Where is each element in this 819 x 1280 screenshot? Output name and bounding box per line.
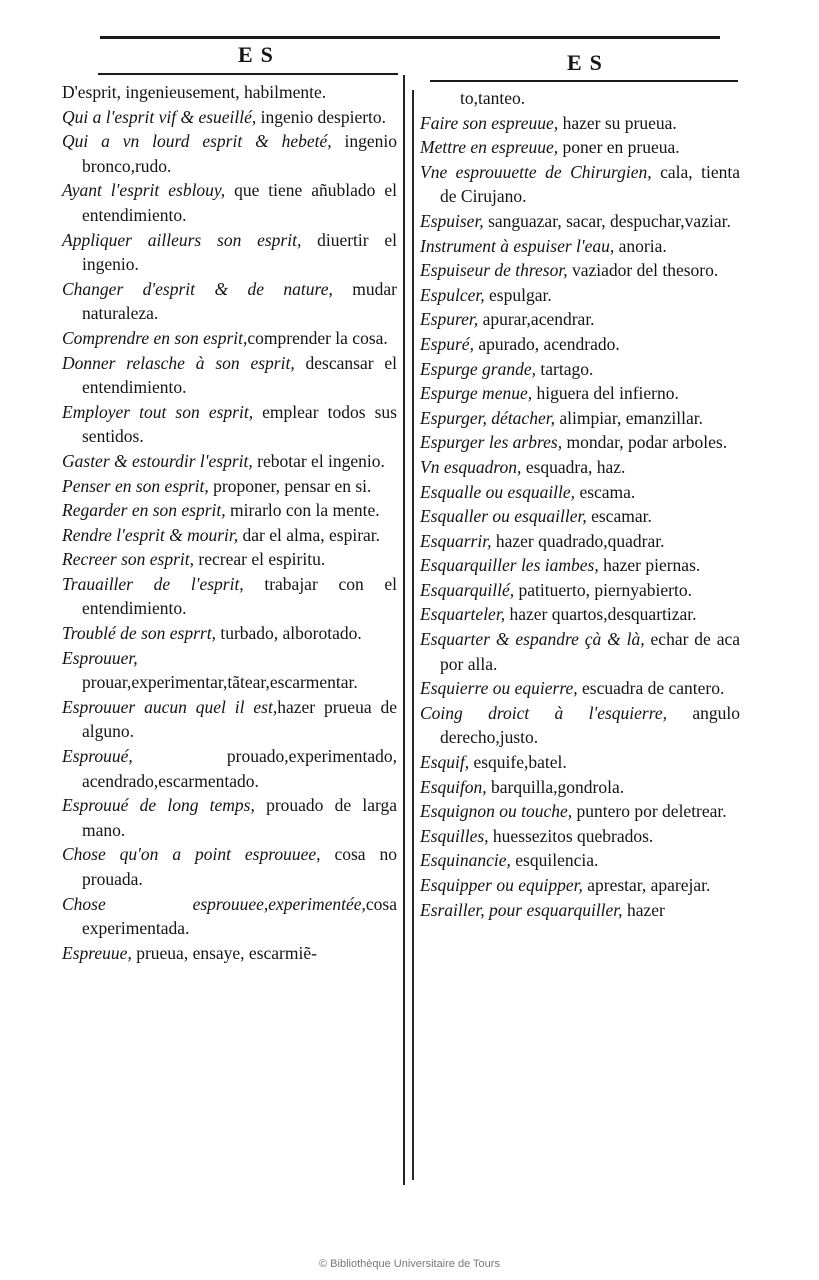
dictionary-entry bbox=[420, 480, 740, 505]
dictionary-entry bbox=[420, 676, 740, 701]
entry-headword: Mettre en espreuue, bbox=[420, 137, 559, 158]
entry-headword: Vne esprouuette de Chirurgien, bbox=[420, 161, 652, 182]
entry-headword: Esprouuer, bbox=[62, 647, 138, 668]
entry-definition: tartago. bbox=[536, 358, 594, 379]
dictionary-entry bbox=[62, 326, 397, 351]
entry-definition: echar de aca por alla. bbox=[440, 629, 741, 674]
entry-definition: hazer quartos,desquartizar. bbox=[505, 604, 697, 625]
entry-headword: Rendre l'esprit & mourir, bbox=[62, 524, 239, 545]
entry-definition: hazer prueua de alguno. bbox=[82, 696, 397, 742]
entry-headword: Esquif, bbox=[420, 752, 470, 773]
dictionary-entry bbox=[62, 228, 397, 277]
entry-definition: cosa experimentada. bbox=[82, 893, 397, 939]
entry-definition: descansar el entendimiento. bbox=[82, 352, 397, 398]
entry-headword: Esquarquillé, bbox=[420, 579, 515, 600]
dictionary-entry bbox=[420, 602, 740, 627]
entry-headword: Recreer son esprit, bbox=[62, 549, 195, 570]
entry-headword: Regarder en son esprit, bbox=[62, 500, 226, 521]
entry-definition: puntero por deletrear. bbox=[572, 801, 727, 822]
entry-headword: Esprouué de long temps, bbox=[62, 795, 255, 816]
entry-definition: escuadra de cantero. bbox=[577, 678, 725, 699]
entry-headword: Esqualler ou esquailler, bbox=[420, 506, 587, 527]
dictionary-entry bbox=[62, 695, 397, 744]
entry-headword: Gaster & estourdir l'esprit, bbox=[62, 450, 253, 471]
entry-definition: ingenio bronco,rudo. bbox=[82, 131, 397, 176]
header-rule-right bbox=[430, 80, 738, 82]
dictionary-entry bbox=[62, 621, 397, 646]
dictionary-entry bbox=[420, 86, 740, 111]
dictionary-entry bbox=[420, 111, 740, 136]
entry-definition: hazer bbox=[622, 899, 665, 920]
dictionary-entry bbox=[62, 400, 397, 449]
entry-definition: hazer piernas. bbox=[598, 555, 701, 576]
entry-headword: Esquarter & espandre çà & là, bbox=[420, 629, 645, 650]
entry-definition: hazer su prueua. bbox=[558, 112, 677, 133]
entry-definition: mudar naturaleza. bbox=[82, 278, 397, 324]
entry-definition: rebotar el ingenio. bbox=[252, 450, 385, 471]
entry-definition: patituerto, piernyabierto. bbox=[514, 579, 692, 600]
entry-definition: escama. bbox=[575, 481, 636, 502]
entry-definition: esquife,batel. bbox=[469, 752, 567, 773]
dictionary-entry bbox=[62, 941, 397, 966]
dictionary-entry bbox=[420, 332, 740, 357]
credit-line: © Bibliothèque Universitaire de Tours bbox=[319, 1258, 500, 1270]
entry-definition: vaziador del thesoro. bbox=[567, 260, 719, 281]
dictionary-entry bbox=[62, 474, 397, 499]
entry-definition: cosa no prouada. bbox=[82, 844, 397, 889]
dictionary-entry bbox=[420, 455, 740, 480]
entry-headword: Coing droict à l'esquierre, bbox=[420, 702, 668, 723]
entry-headword: Esquignon ou touche, bbox=[420, 801, 573, 822]
entry-headword: Espuiser, bbox=[420, 210, 484, 231]
entry-headword: Espurge grande, bbox=[420, 358, 537, 379]
dictionary-entry bbox=[62, 646, 397, 695]
entry-headword: Espurge menue, bbox=[420, 383, 533, 404]
dictionary-entry bbox=[62, 572, 397, 621]
dictionary-entry bbox=[62, 277, 397, 326]
entry-definition: mondar, podar arboles. bbox=[562, 432, 728, 453]
dictionary-entry bbox=[62, 129, 397, 178]
entry-headword: Comprendre en son esprit, bbox=[62, 327, 248, 348]
entry-definition: escamar. bbox=[586, 506, 652, 527]
entry-definition: recrear el espiritu. bbox=[194, 549, 326, 570]
entry-headword: Espuiseur de thresor, bbox=[420, 260, 568, 281]
entry-headword: Esquipper ou equipper, bbox=[420, 875, 583, 895]
right-column bbox=[420, 86, 740, 922]
dictionary-entry bbox=[420, 381, 740, 406]
dictionary-entry bbox=[62, 498, 397, 523]
entry-headword: Esprouuer aucun quel il est, bbox=[62, 696, 278, 717]
entry-definition: cala, tienta de Cirujano. bbox=[440, 161, 740, 207]
entry-headword: Qui a vn lourd esprit & hebeté, bbox=[62, 131, 332, 152]
entry-headword: Donner relasche à son esprit, bbox=[62, 352, 295, 373]
dictionary-entry bbox=[420, 627, 740, 676]
entry-headword: Espuré, bbox=[420, 333, 474, 354]
running-head-right: ES bbox=[567, 50, 610, 75]
entry-definition: aprestar, aparejar. bbox=[582, 875, 711, 895]
dictionary-entry bbox=[420, 701, 740, 750]
entry-headword: Vn esquadron, bbox=[420, 456, 522, 477]
top-rule bbox=[100, 36, 720, 39]
entry-headword: Esquinancie, bbox=[420, 850, 511, 871]
dictionary-entry bbox=[420, 135, 740, 160]
entry-headword: Esquifon, bbox=[420, 776, 487, 797]
entry-headword: Ayant l'esprit esblouy, bbox=[62, 180, 226, 201]
entry-definition: prouar,experimentar,tãtear,escarmentar. bbox=[82, 672, 358, 693]
entry-definition: hazer quadrado,quadrar. bbox=[491, 530, 665, 551]
entry-definition: to,tanteo. bbox=[460, 88, 526, 108]
entry-headword: Esprouué, bbox=[62, 746, 133, 767]
entry-definition: apurar,acendrar. bbox=[478, 309, 595, 330]
dictionary-entry bbox=[420, 799, 740, 824]
entry-definition: D'esprit, ingenieusement, habilmente. bbox=[62, 82, 327, 102]
dictionary-entry bbox=[62, 449, 397, 474]
dictionary-entry bbox=[62, 892, 397, 941]
header-rule-left bbox=[98, 73, 398, 75]
column-divider bbox=[403, 75, 405, 1185]
column-divider-inner bbox=[412, 90, 414, 1180]
entry-headword: Instrument à espuiser l'eau, bbox=[420, 235, 615, 256]
dictionary-entry bbox=[420, 258, 740, 283]
entry-definition: que tiene añublado el entendimiento. bbox=[82, 180, 397, 225]
dictionary-entry bbox=[420, 848, 740, 873]
entry-definition: sanguazar, sacar, despuchar,vaziar. bbox=[483, 210, 731, 231]
entry-definition: prouado,experimentado, acendrado,escarmentado. bbox=[82, 746, 397, 791]
dictionary-entry bbox=[62, 547, 397, 572]
dictionary-entry bbox=[62, 523, 397, 548]
entry-headword: Troublé de son esprrt, bbox=[62, 623, 216, 644]
entry-headword: Esqualle ou esquaille, bbox=[420, 481, 576, 502]
entry-headword: Qui a l'esprit vif & esueillé, bbox=[62, 106, 257, 127]
dictionary-entry bbox=[420, 898, 740, 923]
dictionary-entry bbox=[62, 842, 397, 891]
entry-definition: espulgar. bbox=[484, 284, 552, 305]
dictionary-entry bbox=[62, 80, 397, 105]
entry-definition: mirarlo con la mente. bbox=[225, 500, 380, 521]
entry-definition: emplear todos sus sentidos. bbox=[82, 401, 397, 447]
entry-headword: Chose esprouuee,experimentée, bbox=[62, 893, 366, 914]
entry-definition: ingenio despierto. bbox=[256, 106, 387, 127]
entry-headword: Penser en son esprit, bbox=[62, 475, 209, 496]
entry-definition: higuera del infierno. bbox=[532, 383, 679, 404]
entry-definition: prueua, ensaye, escarmiẽ- bbox=[131, 942, 317, 963]
entry-definition: apurado, acendrado. bbox=[473, 333, 620, 354]
dictionary-entry bbox=[420, 750, 740, 775]
dictionary-entry bbox=[62, 351, 397, 400]
entry-definition: dar el alma, espirar. bbox=[238, 524, 381, 545]
entry-headword: Faire son espreuue, bbox=[420, 112, 559, 133]
entry-headword: Espulcer, bbox=[420, 284, 485, 305]
entry-definition: angulo derecho,justo. bbox=[440, 702, 740, 748]
entry-definition: proponer, pensar en si. bbox=[208, 475, 372, 496]
entry-headword: Esquarquiller les iambes, bbox=[420, 555, 599, 576]
entry-definition: esquilencia. bbox=[510, 850, 599, 871]
dictionary-entry bbox=[420, 307, 740, 332]
entry-definition: diuertir el ingenio. bbox=[82, 229, 398, 275]
dictionary-entry bbox=[420, 553, 740, 578]
dictionary-entry bbox=[420, 283, 740, 308]
entry-headword: Espurger les arbres, bbox=[420, 432, 563, 453]
dictionary-entry bbox=[420, 873, 740, 898]
entry-headword: Trauailler de l'esprit, bbox=[62, 573, 244, 594]
dictionary-entry bbox=[420, 430, 740, 455]
dictionary-entry bbox=[420, 209, 740, 234]
dictionary-entry bbox=[62, 793, 397, 842]
entry-headword: Esquilles, bbox=[420, 825, 489, 846]
entry-definition: prouado de larga mano. bbox=[82, 795, 397, 840]
running-head-left: ES bbox=[238, 42, 281, 67]
entry-headword: Esquarrir, bbox=[420, 530, 492, 551]
dictionary-entry bbox=[420, 357, 740, 382]
dictionary-entry bbox=[420, 234, 740, 259]
entry-definition: anoria. bbox=[614, 235, 667, 256]
dictionary-entry bbox=[420, 160, 740, 209]
entry-definition: poner en prueua. bbox=[558, 137, 680, 158]
entry-headword: Espreuue, bbox=[62, 942, 132, 963]
entry-headword: Espurger, détacher, bbox=[420, 407, 555, 428]
entry-headword: Changer d'esprit & de nature, bbox=[62, 278, 333, 299]
entry-headword: Espurer, bbox=[420, 309, 479, 330]
dictionary-entry bbox=[62, 105, 397, 130]
dictionary-entry bbox=[420, 406, 740, 431]
entry-definition: barquilla,gondrola. bbox=[486, 776, 625, 797]
entry-definition: comprender la cosa. bbox=[247, 327, 388, 348]
entry-headword: Employer tout son esprit, bbox=[62, 401, 254, 422]
dictionary-entry bbox=[420, 824, 740, 849]
entry-definition: trabajar con el entendimiento. bbox=[82, 573, 398, 619]
entry-headword: Esquarteler, bbox=[420, 604, 506, 625]
dictionary-entry bbox=[62, 178, 397, 227]
dictionary-entry bbox=[420, 775, 740, 800]
entry-headword: Appliquer ailleurs son esprit, bbox=[62, 229, 302, 250]
entry-definition: alimpiar, emanzillar. bbox=[554, 407, 703, 428]
dictionary-entry bbox=[420, 504, 740, 529]
dictionary-entry bbox=[62, 744, 397, 793]
entry-headword: Esquierre ou equierre, bbox=[420, 678, 578, 699]
entry-definition: turbado, alborotado. bbox=[215, 623, 362, 644]
left-column bbox=[62, 80, 397, 965]
entry-definition: huessezitos quebrados. bbox=[488, 825, 654, 846]
entry-headword: Chose qu'on a point esprouuee, bbox=[62, 844, 321, 865]
entry-definition: esquadra, haz. bbox=[521, 456, 626, 477]
dictionary-entry bbox=[420, 529, 740, 554]
entry-headword: Esrailler, pour esquarquiller, bbox=[420, 899, 623, 920]
dictionary-entry bbox=[420, 578, 740, 603]
